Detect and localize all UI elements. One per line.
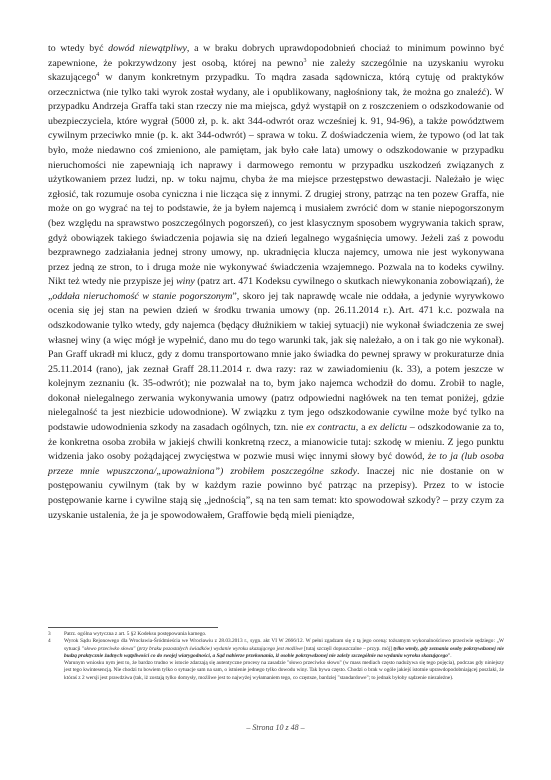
footnotes-section — [48, 631, 504, 682]
text-run: ”, skoro jej tak naprawdę wcale nie oddała, a jedynie wyrywkowo ocenia się jej stan na pewien dzień w środku trwania umowy (np. 26.11.2014 r.). Art. 471 k.c. pozwala na odszkodowanie tylko wtedy, gdy najemca (będący dłużnikiem w takiej sytuacji) nie wykonał świadczenia ze swej własnej winy (a więc mógł je wypełnić, dano mu do tego warunki tak, jak się należało, a on i tak go nie wykonał). Pan Graff ukradł mi klucz, gdy z domu transportowano mnie jako świadka do pewnej sprawy w prokuraturze dnia 25.11.2014 (rano), jak zeznał Graff 28.11.2014 r. dwa razy: raz w zawiadomieniu (k. 33), a potem jeszcze w kolejnym zeznaniu (k. 35-odwrót); nie pozwalał na to, bym jako najemca wchodził do domu. Zrobił to nagle, dokonał nielegalnego zerwania wykonywania umowy (patrz odpowiedni nagłówek na ten temat poniżej, gdzie nielegalność ta jest niezbicie udowodnione). W związku z tym jego odszkodowanie cywilne może być tylko na podstawie udowodnienia szkody na zasadach ogólnych, tzn. nie — [48, 290, 505, 434]
footnote-4 — [48, 638, 504, 660]
paragraph-text — [48, 42, 504, 523]
text-run: , a — [355, 422, 369, 434]
text-run: . Inaczej nic nie dostanie on w postępowaniu cywilnym (tak by w każdym razie powinno być patrząc na przepisy). Przez to w istocie postępowanie karne i cywilne stają się „jednością”, są na ten sam temat: kto spowodował szkody? – przy czym za uzyskanie ustalenia, że ja je spowodowałem, Graffowie będą mieli pieniądze, — [48, 465, 505, 521]
page-number: – Strona 10 z 48 – — [246, 723, 305, 732]
italic-phrase: winy — [176, 276, 195, 288]
footnote-separator — [48, 627, 218, 628]
footnote-ref-3[interactable]: 3 — [303, 57, 307, 64]
text-run: (patrz art. 471 Kodeksu cywilnego o skutkach niewykonania zobowiązań), że „ — [48, 276, 504, 302]
footnote-quote-emphasis: tylko wtedy, gdy zeznania osoby pokrzywdzonej nie budzą praktycznie żadnych wątpliwości co do swojej wiarygodności, a Sąd nabierze przekonania, iż osobie pokrzywdzonej nie zależy szczególnie na wydaniu wyroku skazującego — [64, 645, 504, 659]
text-run: nie zależy szczególnie na uzyskaniu wyroku skazującego — [48, 57, 504, 84]
text-run: – odszkodowanie za to, że konkretna osoba zrobiła w jakiejś chwili konkretną rzecz, a mianowicie tutaj: szkodę w mieniu. Z jego punktu widzenia jako osoby pożądającej zwycięstwa w pozwie musi więc innymi słowy być dowód, — [48, 422, 504, 463]
text-run: to wtedy być — [48, 43, 109, 54]
footnote-number: 3 — [48, 631, 51, 637]
text-run: w danym konkretnym przypadku. To mądra zasada sądownicza, którą cytuję od praktyków orzecznictwa (nie tylko taki wyrok został wydany, ale i opublikowany, nagłośniony tak, że można go znaleźć). W przypadku Andrzeja Graffa taki stan rzeczy nie ma miejsca, gdyż wystąpił on z roszczeniem o odszkodowanie od ubezpieczyciela, które wygrał (5000 zł, p. k. akt 344-odwrót oraz wcześniej k. 91, 94-96), a także powództwem cywilnym przeciwko mnie (p. k. akt 344-odwrót) – sprawa w toku. Z doświadczenia wiem, że typowo (od lat tak było, może niedawno coś zmieniono, ale pamiętam, jak było całe lata) umowy o odszkodowanie w przypadku nieruchomości nie zapewniają ich naprawy i darmowego remontu w przypadku uszkodzeń związanych z użytkowaniem przez ludzi, np. w toku najmu, chyba że ma miejsce przestępstwo dewastacji. Należało je więc zgłosić, tak rozumuje osoba cyniczna i nie licząca się z innymi. Z drugiej strony, patrząc na ten pozew Graffa, nie może on go wygrać na tej to podstawie, że ja byłem najemcą i musiałem zwrócić dom w stanie niepogorszonym (bez względu na sprawstwo poszczególnych pogorszeń), co jest klasycznym sposobem wygrywania takich spraw, gdyż obowiązek takiego świadczenia pojawia się na dzień legalnego wygaśnięcia umowy. Jeżeli zaś z powodu bezprawnego zadziałania jednej strony umowy, np. ukradnięcia klucza najemcy, umowa nie jest wykonywana przez jedną ze stron, to i druga może nie wykonywać świadczenia wzajemnego. Pozwala na to kodeks cywilny. Nikt też wtedy nie przypisze jej — [48, 72, 504, 288]
footnote-text: Wyrok Sądu Rejonowego dla Wrocławia-Śródmieścia we Wrocławiu z 28.03.2013 r., sygn. akt VI W 2666/12. W pełni zgadzam się z tą jego oceną: tożsamym wykonalnościowo przeciwie sędziego: „W sytuacji — [64, 638, 504, 652]
footnote-ref-4[interactable]: 4 — [96, 72, 100, 79]
text-run: , a w braku dobrych uprawdopodobnień chociaż to minimum powinno być zapewnione, że pokrzywdzony jest osobą, której na pewno — [48, 43, 504, 69]
footnote-quote: "słowo przeciwko słowu" (przy braku pozostałych świadków) wydanie wyroku skazującego jest możliwe — [81, 645, 303, 652]
footnote-number: 4 — [48, 638, 51, 645]
italic-phrase: ex delictu — [368, 422, 407, 434]
footnote-text: ”. — [447, 652, 452, 659]
italic-phrase: oddała nieruchomość w stanie pogorszonym — [52, 290, 233, 302]
main-paragraph — [48, 42, 504, 523]
footnote-4-continuation: Warunym wniosku nym jest to, że bardzo trudno w istocie zdarzają się autentyczne procesy na zasadzie "słowo przeciwko słowu" (w mass mediach często nadużywa się tego pojęcia), podczas gdy niniejszy jest tego kwintesencją. Nie chodzi tu bowiem tylko o sytuacje sam na sam, o istnienie jednego tylko dowodu winy. Tak bywa często. Chodzi o brak w ogóle jakiejś istotnie uprawdopodobniającej poszlaki, że któraś z 2 wersji jest prawdziwa (tak, iż zostają tylko domysły, możliwe jest to najwyżej wyłamaniem tego, co częstsze, bardziej "standardowe"; to jednak byłoby sądzenie niezależne). — [64, 660, 504, 681]
footnote-text: [tutaj szczęśl dopuszczalne – przyp. mój] — [302, 645, 394, 652]
footnote-text: Patrz. ogólna wytyczna z art. 5 §2 Kodeksu postępowania karnego. — [64, 631, 207, 637]
italic-phrase: dowód niewątpliwy — [108, 43, 187, 54]
italic-phrase: ex contractu — [306, 422, 356, 434]
italic-phrase: że to ja (lub osoba przeze mnie wpuszczona/„upoważniona”) zrobiłem poszczególne szkody — [48, 451, 504, 477]
